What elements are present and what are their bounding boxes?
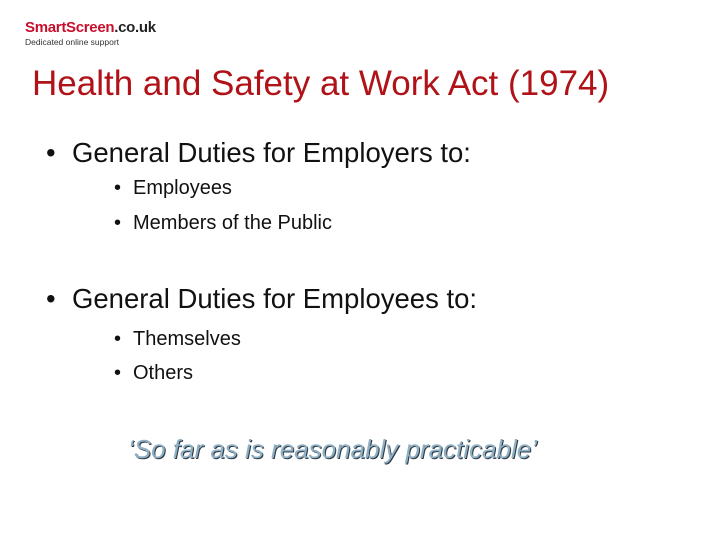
logo-brand: SmartScreen: [25, 19, 115, 36]
list-item-text: Employees: [133, 177, 232, 199]
list-item: [114, 211, 332, 235]
reasonably-practicable-quote: ‘So far as is reasonably practicable’: [128, 434, 537, 464]
list-item: [114, 327, 241, 351]
slide-title: Health and Safety at Work Act (1974): [32, 64, 610, 103]
bullet-icon: •: [114, 177, 122, 199]
bullet-icon: •: [114, 362, 122, 384]
logo-tagline: Dedicated online support: [25, 37, 120, 47]
section-heading-employers: [46, 137, 471, 169]
bullet-icon: •: [114, 328, 122, 350]
bullet-icon: •: [114, 212, 122, 234]
list-item-text: Others: [133, 362, 194, 384]
list-item: [114, 176, 232, 200]
section-heading-employees: [46, 283, 477, 315]
section-heading-text: General Duties for Employers to:: [72, 137, 471, 168]
logo-wordmark: [25, 19, 225, 36]
list-item-text: Themselves: [133, 328, 241, 350]
section-heading-text: General Duties for Employees to:: [72, 283, 478, 314]
list-item: [114, 361, 193, 385]
list-item-text: Members of the Public: [133, 212, 332, 234]
bullet-icon: •: [46, 283, 56, 314]
logo-domain: .co.uk: [114, 19, 156, 36]
smartscreen-logo: [25, 19, 225, 47]
bullet-icon: •: [46, 137, 56, 168]
